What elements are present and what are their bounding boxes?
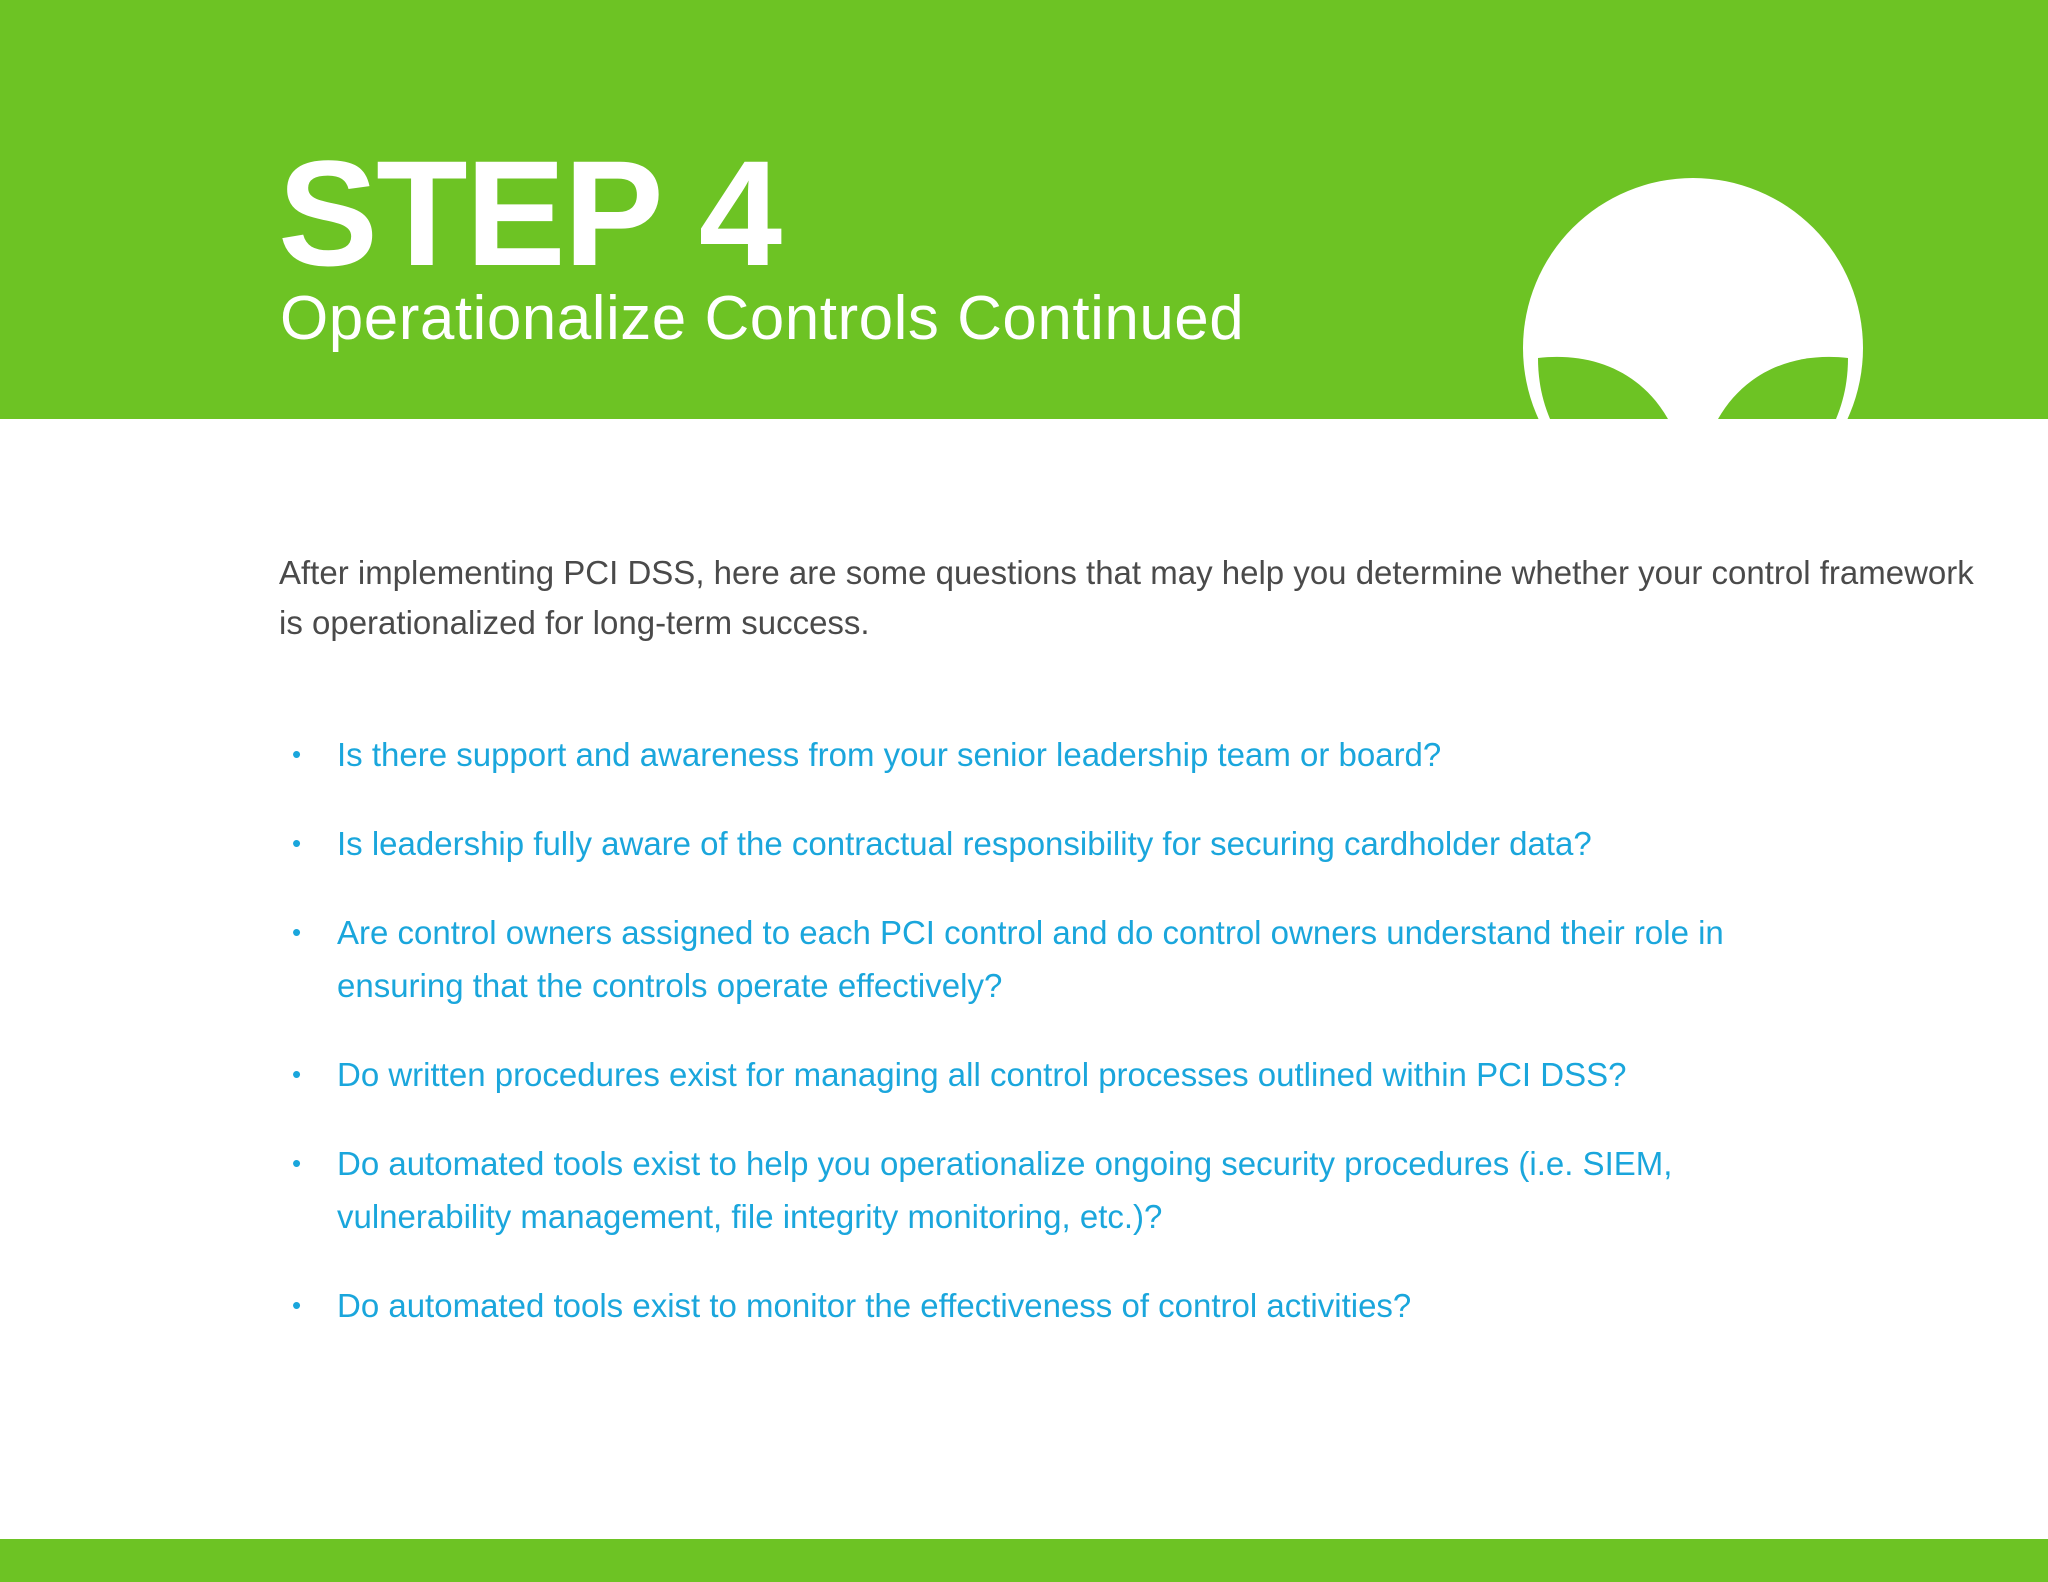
bullet-icon: • [292,828,302,858]
questions-list [279,728,1999,1368]
bullet-icon: • [292,1290,302,1320]
bullet-icon: • [292,1059,302,1089]
page-title: STEP 4 [278,129,781,297]
page-subtitle: Operationalize Controls Continued [280,284,1245,353]
list-item [279,906,1999,1012]
footer-bar [0,1539,2048,1582]
bullet-icon: • [292,739,302,769]
list-item [279,1279,1999,1332]
question-text: Do automated tools exist to help you operationalize ongoing security procedures (i.e. SIEM, vulnerability management, file integrity monitoring, etc.)? [337,1145,1673,1235]
bullet-icon: • [292,1148,302,1178]
list-item [279,817,1999,870]
alien-head-icon [1520,160,1866,419]
bullet-icon: • [292,917,302,947]
header-banner [0,0,2048,419]
question-text: Do automated tools exist to monitor the effectiveness of control activities? [337,1287,1412,1324]
question-text: Is leadership fully aware of the contractual responsibility for securing cardholder data? [337,825,1592,862]
list-item [279,728,1999,781]
question-text: Are control owners assigned to each PCI control and do control owners understand their role in ensuring that the controls operate effectively? [337,914,1724,1004]
list-item [279,1137,1999,1243]
question-text: Is there support and awareness from your senior leadership team or board? [337,736,1442,773]
list-item [279,1048,1999,1101]
intro-paragraph: After implementing PCI DSS, here are some questions that may help you determine whether your control framework is operationalized for long-term success. [279,554,1974,641]
question-text: Do written procedures exist for managing all control processes outlined within PCI DSS? [337,1056,1627,1093]
